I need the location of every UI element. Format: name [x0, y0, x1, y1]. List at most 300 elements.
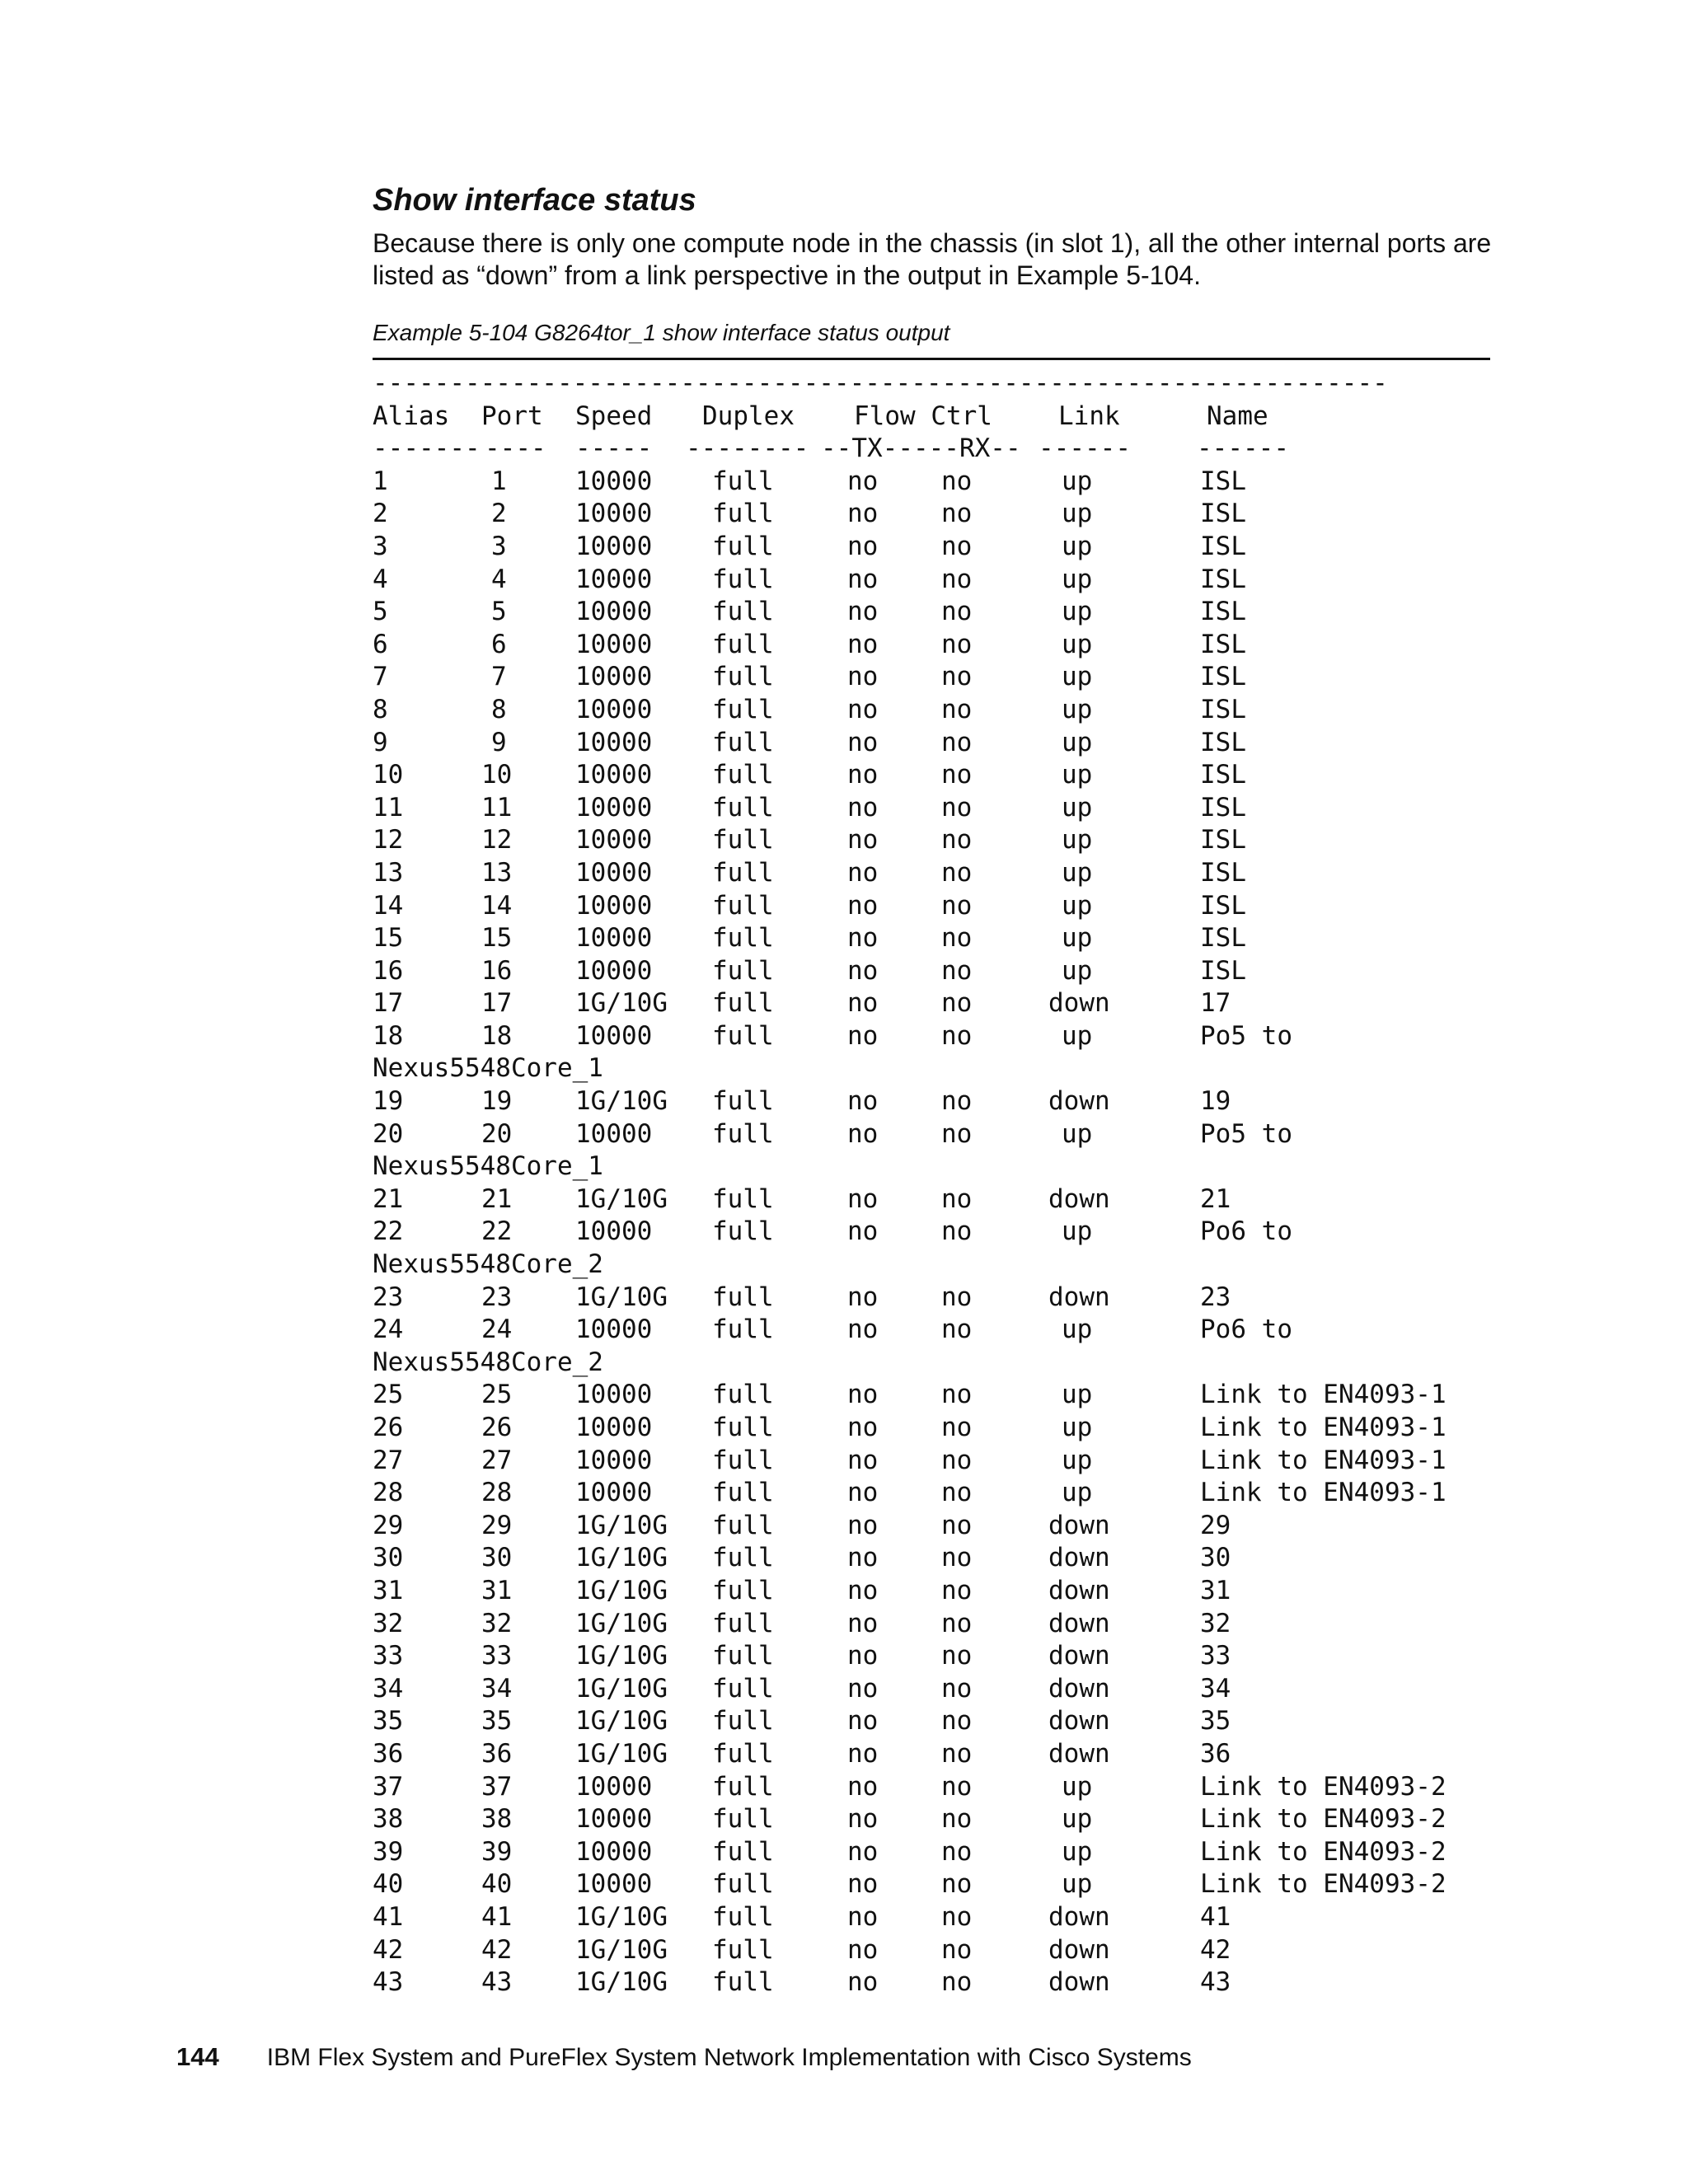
intro-paragraph: Because there is only one compute node in the chassis (in slot 1), all the other internal ports are listed as “down” from a link perspective in the output in Example 5-104.: [373, 228, 1492, 290]
duplex-cell: full: [712, 1869, 774, 1900]
book-title: IBM Flex System and PureFlex System Network Implementation with Cisco Systems: [266, 2044, 1192, 2071]
link-cell: up: [1062, 1771, 1093, 1802]
duplex-cell: full: [712, 1380, 774, 1410]
flow-rx-cell: no: [941, 1510, 973, 1540]
port-cell: 39: [481, 1836, 513, 1867]
link-cell: up: [1062, 1836, 1093, 1867]
name-cell: ISL: [1200, 857, 1246, 888]
name-cell: Link to EN4093-1: [1200, 1413, 1447, 1442]
link-cell: down: [1048, 1706, 1110, 1736]
speed-cell: 10000: [575, 1869, 653, 1900]
flow-tx-cell: no: [847, 857, 879, 888]
table-row: [373, 1542, 1231, 1575]
link-cell: up: [1062, 923, 1093, 954]
alias-cell: 12: [373, 825, 404, 855]
link-cell: down: [1048, 1934, 1110, 1965]
port-cell: 13: [481, 857, 513, 888]
alias-cell: 16: [373, 955, 404, 986]
flow-rx-cell: no: [941, 890, 973, 921]
alias-cell: 13: [373, 857, 404, 888]
speed-cell: 1G/10G: [575, 1575, 668, 1605]
link-cell: down: [1048, 1967, 1110, 1998]
speed-cell: 10000: [575, 1216, 653, 1247]
flow-rx-cell: no: [941, 1282, 973, 1312]
flow-rx-cell: no: [941, 597, 973, 627]
duplex-cell: full: [712, 825, 774, 855]
port-cell: 7: [491, 662, 507, 692]
flow-rx-cell: no: [941, 1771, 973, 1802]
alias-cell: 35: [373, 1706, 404, 1736]
speed-cell: 10000: [575, 694, 653, 724]
duplex-cell: full: [712, 662, 774, 692]
alias-cell: 14: [373, 890, 404, 921]
name-cell-wrapped: Nexus5548Core_2: [373, 1347, 603, 1377]
speed-cell: 1G/10G: [575, 1543, 668, 1573]
flow-tx-cell: no: [847, 531, 879, 561]
link-cell: up: [1062, 629, 1093, 659]
speed-cell: 1G/10G: [575, 1934, 668, 1965]
speed-cell: 1G/10G: [575, 1086, 668, 1117]
duplex-cell: full: [712, 1673, 774, 1704]
name-cell: ISL: [1200, 662, 1246, 692]
duplex-cell: full: [712, 1967, 774, 1998]
name-cell: ISL: [1200, 792, 1246, 823]
flow-tx-cell: no: [847, 1967, 879, 1998]
flow-tx-cell: no: [847, 1086, 879, 1117]
link-cell: up: [1062, 1445, 1093, 1475]
table-row: [373, 1510, 1231, 1543]
alias-cell: 1: [373, 466, 388, 496]
table-row: [373, 987, 1231, 1020]
link-cell: up: [1062, 1869, 1093, 1900]
name-cell: 36: [1200, 1738, 1231, 1769]
link-cell: down: [1048, 1575, 1110, 1605]
alias-cell: 22: [373, 1216, 404, 1247]
name-cell: Po5 to: [1200, 1118, 1292, 1149]
link-cell: up: [1062, 531, 1093, 561]
link-cell: down: [1048, 1608, 1110, 1638]
speed-cell: 10000: [575, 890, 653, 921]
alias-cell: 39: [373, 1836, 404, 1867]
link-cell: up: [1062, 499, 1093, 529]
flow-rx-cell: no: [941, 1086, 973, 1117]
name-cell: 42: [1200, 1934, 1231, 1965]
flow-rx-cell: no: [941, 760, 973, 790]
duplex-cell: full: [712, 1575, 774, 1605]
speed-cell: 10000: [575, 466, 653, 496]
name-cell: Po6 to: [1200, 1315, 1292, 1345]
duplex-cell: full: [712, 988, 774, 1019]
flow-tx-cell: no: [847, 1706, 879, 1736]
name-cell: 23: [1200, 1282, 1231, 1312]
flow-tx-cell: no: [847, 1183, 879, 1214]
duplex-cell: full: [712, 629, 774, 659]
flow-tx-cell: no: [847, 662, 879, 692]
speed-cell: 10000: [575, 1771, 653, 1802]
name-cell: 35: [1200, 1706, 1231, 1736]
flow-tx-cell: no: [847, 727, 879, 757]
speed-cell: 1G/10G: [575, 1608, 668, 1638]
port-cell: 2: [491, 499, 507, 529]
header-dash-line: [373, 433, 1289, 466]
page-number: 144: [176, 2042, 219, 2071]
flow-rx-cell: no: [941, 1641, 973, 1671]
flow-tx-cell: no: [847, 890, 879, 921]
port-cell: 40: [481, 1869, 513, 1900]
table-row: [373, 1934, 1231, 1967]
flow-tx-cell: no: [847, 1510, 879, 1540]
example-caption: Example 5-104 G8264tor_1 show interface status output: [373, 320, 950, 345]
alias-cell: 4: [373, 564, 388, 594]
port-cell: 31: [481, 1575, 513, 1605]
flow-rx-cell: no: [941, 1706, 973, 1736]
link-cell: up: [1062, 1216, 1093, 1247]
speed-cell: 10000: [575, 857, 653, 888]
flow-rx-cell: no: [941, 825, 973, 855]
duplex-cell: full: [712, 1118, 774, 1149]
speed-cell: 10000: [575, 760, 653, 790]
link-cell: up: [1062, 1413, 1093, 1442]
alias-cell: 40: [373, 1869, 404, 1900]
speed-cell: 10000: [575, 1445, 653, 1475]
port-cell: 30: [481, 1543, 513, 1573]
flow-rx-cell: no: [941, 1575, 973, 1605]
port-cell: 20: [481, 1118, 513, 1149]
name-cell: ISL: [1200, 629, 1246, 659]
speed-cell: 10000: [575, 1315, 653, 1345]
flow-tx-cell: no: [847, 760, 879, 790]
duplex-cell: full: [712, 531, 774, 561]
header-duplex: Duplex: [702, 401, 795, 431]
duplex-cell: full: [712, 466, 774, 496]
speed-cell: 10000: [575, 955, 653, 986]
speed-cell: 1G/10G: [575, 1706, 668, 1736]
link-cell: down: [1048, 1183, 1110, 1214]
speed-cell: 10000: [575, 597, 653, 627]
flow-rx-cell: no: [941, 1869, 973, 1900]
table-row: [373, 1608, 1231, 1641]
flow-rx-cell: no: [941, 792, 973, 823]
duplex-cell: full: [712, 1738, 774, 1769]
duplex-cell: full: [712, 1020, 774, 1051]
flow-tx-cell: no: [847, 1445, 879, 1475]
flow-tx-cell: no: [847, 1934, 879, 1965]
port-cell: 21: [481, 1183, 513, 1214]
table-row: [373, 498, 1246, 531]
dash-alias: -------: [373, 434, 481, 464]
table-row: [373, 531, 1246, 564]
name-cell: 34: [1200, 1673, 1231, 1704]
table-row: [373, 564, 1246, 597]
link-cell: up: [1062, 1315, 1093, 1345]
name-cell: 17: [1200, 988, 1231, 1019]
table-row: [373, 1705, 1231, 1738]
speed-cell: 1G/10G: [575, 1901, 668, 1932]
table-row-wrap: [373, 1249, 603, 1282]
speed-cell: 10000: [575, 792, 653, 823]
flow-rx-cell: no: [941, 499, 973, 529]
dash-link: ------: [1039, 434, 1131, 464]
name-cell: Po6 to: [1200, 1216, 1292, 1247]
link-cell: up: [1062, 727, 1093, 757]
name-cell: ISL: [1200, 825, 1246, 855]
name-cell: 30: [1200, 1543, 1231, 1573]
page-footer: [176, 2042, 1192, 2072]
name-cell: 19: [1200, 1086, 1231, 1117]
table-row: [373, 1803, 1447, 1836]
duplex-cell: full: [712, 1836, 774, 1867]
link-cell: up: [1062, 792, 1093, 823]
header-speed: Speed: [575, 401, 653, 431]
link-cell: up: [1062, 1118, 1093, 1149]
name-cell: ISL: [1200, 727, 1246, 757]
table-row: [373, 1477, 1447, 1510]
name-cell: 41: [1200, 1901, 1231, 1932]
link-cell: down: [1048, 1086, 1110, 1117]
alias-cell: 42: [373, 1934, 404, 1965]
link-cell: up: [1062, 857, 1093, 888]
name-cell-wrapped: Nexus5548Core_1: [373, 1151, 603, 1182]
link-cell: up: [1062, 955, 1093, 986]
duplex-cell: full: [712, 923, 774, 954]
flow-rx-cell: no: [941, 662, 973, 692]
flow-tx-cell: no: [847, 1804, 879, 1835]
table-row-wrap: [373, 1151, 603, 1183]
table-row: [373, 1673, 1231, 1706]
link-cell: up: [1062, 1020, 1093, 1051]
separator-text: ------------------------------------------------------------------: [373, 368, 1388, 398]
alias-cell: 25: [373, 1380, 404, 1410]
alias-cell: 17: [373, 988, 404, 1019]
link-cell: up: [1062, 1478, 1093, 1508]
table-row: [373, 922, 1246, 955]
link-cell: up: [1062, 662, 1093, 692]
duplex-cell: full: [712, 857, 774, 888]
table-row: [373, 1901, 1231, 1934]
name-cell-wrapped: Nexus5548Core_2: [373, 1249, 603, 1280]
port-cell: 1: [491, 466, 507, 496]
flow-rx-cell: no: [941, 1608, 973, 1638]
name-cell-wrapped: Nexus5548Core_1: [373, 1053, 603, 1084]
name-cell: Link to EN4093-1: [1200, 1380, 1447, 1410]
port-cell: 11: [481, 792, 513, 823]
flow-tx-cell: no: [847, 1901, 879, 1932]
flow-rx-cell: no: [941, 564, 973, 594]
name-cell: ISL: [1200, 694, 1246, 724]
duplex-cell: full: [712, 694, 774, 724]
flow-rx-cell: no: [941, 955, 973, 986]
alias-cell: 11: [373, 792, 404, 823]
header-flow-ctrl: Flow Ctrl: [854, 401, 992, 431]
name-cell: ISL: [1200, 499, 1246, 529]
speed-cell: 10000: [575, 825, 653, 855]
speed-cell: 1G/10G: [575, 1967, 668, 1998]
port-cell: 41: [481, 1901, 513, 1932]
table-row: [373, 596, 1246, 629]
header-port: Port: [481, 401, 543, 431]
flow-rx-cell: no: [941, 1315, 973, 1345]
speed-cell: 1G/10G: [575, 1510, 668, 1540]
alias-cell: 31: [373, 1575, 404, 1605]
table-row: [373, 1738, 1231, 1771]
alias-cell: 9: [373, 727, 388, 757]
name-cell: 43: [1200, 1967, 1231, 1998]
flow-rx-cell: no: [941, 1478, 973, 1508]
speed-cell: 1G/10G: [575, 1282, 668, 1312]
port-cell: 6: [491, 629, 507, 659]
speed-cell: 10000: [575, 1804, 653, 1835]
port-cell: 9: [491, 727, 507, 757]
duplex-cell: full: [712, 499, 774, 529]
duplex-cell: full: [712, 1183, 774, 1214]
port-cell: 23: [481, 1282, 513, 1312]
flow-tx-cell: no: [847, 1738, 879, 1769]
alias-cell: 43: [373, 1967, 404, 1998]
speed-cell: 1G/10G: [575, 1641, 668, 1671]
flow-tx-cell: no: [847, 466, 879, 496]
duplex-cell: full: [712, 890, 774, 921]
flow-rx-cell: no: [941, 1020, 973, 1051]
alias-cell: 15: [373, 923, 404, 954]
alias-cell: 24: [373, 1315, 404, 1345]
flow-rx-cell: no: [941, 531, 973, 561]
table-row: [373, 466, 1246, 499]
flow-rx-cell: no: [941, 988, 973, 1019]
duplex-cell: full: [712, 1608, 774, 1638]
port-cell: 10: [481, 760, 513, 790]
flow-rx-cell: no: [941, 1445, 973, 1475]
port-cell: 19: [481, 1086, 513, 1117]
port-cell: 12: [481, 825, 513, 855]
link-cell: down: [1048, 1901, 1110, 1932]
flow-tx-cell: no: [847, 1771, 879, 1802]
alias-cell: 26: [373, 1413, 404, 1442]
alias-cell: 28: [373, 1478, 404, 1508]
table-row: [373, 1282, 1231, 1315]
duplex-cell: full: [712, 760, 774, 790]
link-cell: up: [1062, 1380, 1093, 1410]
alias-cell: 38: [373, 1804, 404, 1835]
table-row: [373, 824, 1246, 857]
alias-cell: 30: [373, 1543, 404, 1573]
table-row: [373, 661, 1246, 694]
name-cell: ISL: [1200, 466, 1246, 496]
flow-rx-cell: no: [941, 1216, 973, 1247]
duplex-cell: full: [712, 727, 774, 757]
flow-tx-cell: no: [847, 564, 879, 594]
speed-cell: 10000: [575, 727, 653, 757]
duplex-cell: full: [712, 792, 774, 823]
name-cell: ISL: [1200, 923, 1246, 954]
alias-cell: 41: [373, 1901, 404, 1932]
table-row: [373, 629, 1246, 662]
header-name: Name: [1207, 401, 1268, 431]
dash-name: ------: [1197, 434, 1289, 464]
duplex-cell: full: [712, 1771, 774, 1802]
name-cell: Link to EN4093-1: [1200, 1445, 1447, 1475]
flow-tx-cell: no: [847, 988, 879, 1019]
table-row: [373, 1966, 1231, 1999]
port-cell: 35: [481, 1706, 513, 1736]
name-cell: ISL: [1200, 955, 1246, 986]
link-cell: up: [1062, 825, 1093, 855]
alias-cell: 5: [373, 597, 388, 627]
port-cell: 36: [481, 1738, 513, 1769]
flow-tx-cell: no: [847, 1641, 879, 1671]
flow-rx-cell: no: [941, 1738, 973, 1769]
table-row: [373, 1868, 1447, 1901]
name-cell: Link to EN4093-2: [1200, 1869, 1447, 1900]
table-row: [373, 1771, 1447, 1804]
header-alias: Alias: [373, 401, 450, 431]
speed-cell: 10000: [575, 923, 653, 954]
name-cell: 33: [1200, 1641, 1231, 1671]
name-cell: 31: [1200, 1575, 1231, 1605]
name-cell: Po5 to: [1200, 1020, 1292, 1051]
flow-rx-cell: no: [941, 1804, 973, 1835]
flow-tx-cell: no: [847, 1216, 879, 1247]
flow-rx-cell: no: [941, 923, 973, 954]
table-row: [373, 1118, 1292, 1151]
link-cell: down: [1048, 1543, 1110, 1573]
flow-rx-cell: no: [941, 694, 973, 724]
duplex-cell: full: [712, 1413, 774, 1442]
table-row: [373, 1379, 1447, 1412]
speed-cell: 10000: [575, 1836, 653, 1867]
port-cell: 5: [491, 597, 507, 627]
flow-rx-cell: no: [941, 857, 973, 888]
name-cell: 29: [1200, 1510, 1231, 1540]
duplex-cell: full: [712, 1510, 774, 1540]
alias-cell: 23: [373, 1282, 404, 1312]
name-cell: ISL: [1200, 564, 1246, 594]
alias-cell: 2: [373, 499, 388, 529]
table-row: [373, 1020, 1292, 1053]
flow-rx-cell: no: [941, 1183, 973, 1214]
link-cell: up: [1062, 466, 1093, 496]
alias-cell: 18: [373, 1020, 404, 1051]
flow-rx-cell: no: [941, 727, 973, 757]
table-row: [373, 955, 1246, 988]
flow-rx-cell: no: [941, 466, 973, 496]
dash-speed: -----: [575, 434, 653, 464]
table-row: [373, 890, 1246, 923]
name-cell: ISL: [1200, 597, 1246, 627]
link-cell: up: [1062, 1804, 1093, 1835]
alias-cell: 34: [373, 1673, 404, 1704]
port-cell: 42: [481, 1934, 513, 1965]
flow-tx-cell: no: [847, 1869, 879, 1900]
speed-cell: 1G/10G: [575, 988, 668, 1019]
name-cell: ISL: [1200, 890, 1246, 921]
link-cell: up: [1062, 890, 1093, 921]
table-row: [373, 1445, 1447, 1478]
flow-rx-cell: no: [941, 1934, 973, 1965]
speed-cell: 10000: [575, 499, 653, 529]
link-cell: up: [1062, 597, 1093, 627]
duplex-cell: full: [712, 564, 774, 594]
duplex-cell: full: [712, 1445, 774, 1475]
alias-cell: 10: [373, 760, 404, 790]
name-cell: Link to EN4093-1: [1200, 1478, 1447, 1508]
header-line: [373, 401, 1268, 434]
name-cell: Link to EN4093-2: [1200, 1771, 1447, 1802]
port-cell: 18: [481, 1020, 513, 1051]
duplex-cell: full: [712, 1315, 774, 1345]
alias-cell: 3: [373, 531, 388, 561]
alias-cell: 20: [373, 1118, 404, 1149]
port-cell: 32: [481, 1608, 513, 1638]
